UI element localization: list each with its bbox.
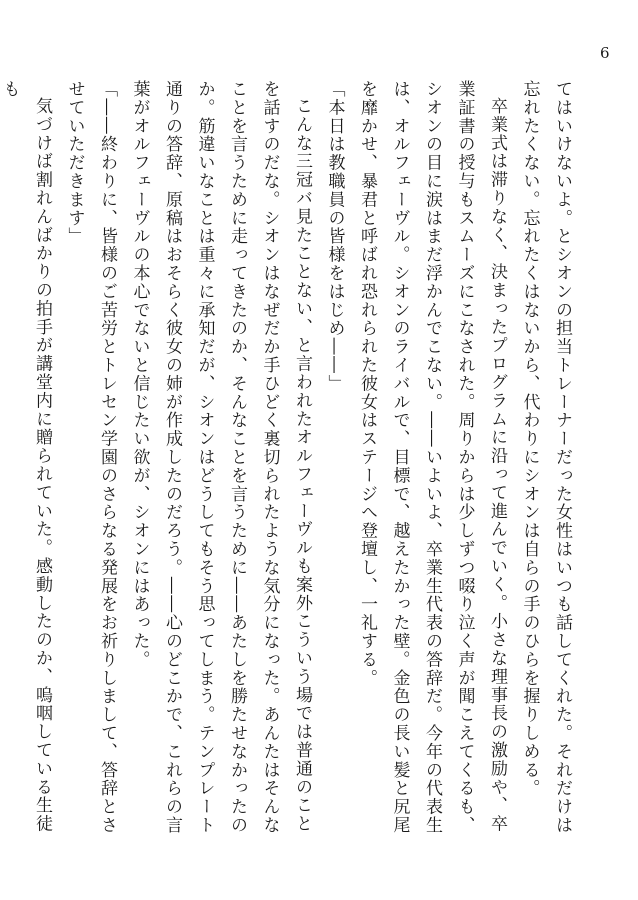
paragraph-2: 卒業式は滞りなく、決まったプログラムに沿って進んでいく。小さな理事長の激励や、卒業証書の授与もスムーズにこなされた。周りからは少しずつ啜り泣く声が聞こえてくるも、シオンの目に涙はまだ浮かんでこない。――いよいよ、卒業生代表の答辞だ。今年の代表生は、オルフェーヴル。シオンのライバルで、目標で、越えたかった壁。金色の長い髪と尻尾を靡かせ、暴君と呼ばれ恐れられた彼女はステージへ登壇し、一礼する。: [357, 80, 507, 835]
paragraph-6: 気づけば割れんばかりの拍手が講堂内に贈られていた。感動したのか、嗚咽している生徒も: [0, 80, 52, 833]
novel-text-block: [0, 80, 578, 840]
paragraph-4: こんな三冠バ見たことない、と言われたオルフェーヴルも案外こういう場では普通のことを話すのだな。シオンはなぜだか手ひどく裏切られたような気分になった。あんたはそんなことを言うために走ってきたのか、そんなことを言うために――あたしを勝たせなかったのか。筋違いなことは重々に承知だが、シオンはどうしてもそう思ってしまう。テンプレート通りの答辞、原稿はおそらく彼女の姉が作成したのだろう。――心のどこかで、これらの言葉がオルフェーヴルの本心でないと信じたい欲が、シオンにはあった。: [129, 80, 312, 835]
paragraph-5-quote: 「――終わりに、皆様のご苦労とトレセン学園のさらなる発展をお祈りしまして、答辞とさせていただきます」: [64, 80, 117, 835]
page-number: 6: [600, 44, 610, 62]
paragraph-1: てはいけないよ。とシオンの担当トレーナーだった女性はいつも話してくれた。それだけは忘れたくない。忘れたくはないから、代わりにシオンは自らの手のひらを握りしめる。: [519, 80, 572, 835]
paragraph-3-quote: 「本日は教職員の皆様をはじめ――」: [324, 80, 345, 393]
